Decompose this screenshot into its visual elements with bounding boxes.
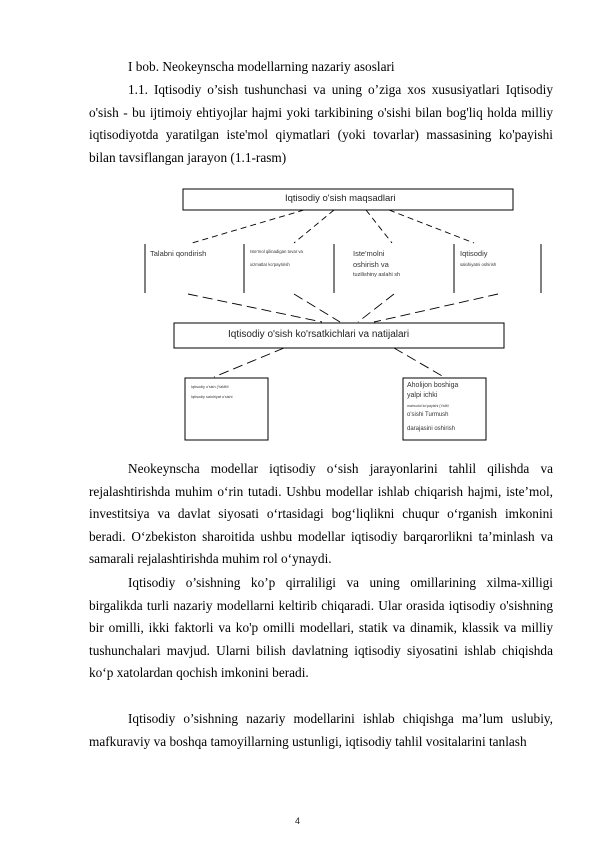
goal-potential-line2: salohiyatni oshirish — [460, 262, 497, 267]
chapter-title: I bob. Neokeynscha modellarning nazariy asoslari — [128, 59, 395, 74]
left-result-line2: Iqtisodiy salohiyat o'sishi — [191, 395, 233, 399]
right-result-line4: o'sishi Turmush — [407, 412, 449, 418]
right-result-line2: yalpi ichki — [407, 392, 438, 399]
top-box-label: Iqtisodiy o'sish maqsadlari — [285, 193, 396, 204]
goal-goods-line1: Iste'mol qilinadigan tovar va — [250, 249, 303, 254]
goal-potential-line1: Iqtisodiy — [460, 249, 488, 258]
paragraph-models: Iqtisodiy o’sishning ko’p qirraliligi va uning omillarining xilma-xilligi birgalikda turli nazariy modellarni keltirib chiqaradi. Ular orasida iqtisodiy o'sishning bir omilli, ikki faktorli va ko'p omilli modellari, statik va dinamik, klassik va milliy tushunchalari mavjud. Ularni bilish davlatning iqtisodiy siyosatini ishlab chiqishda ko‘p xatolardan qochish imkonini beradi. — [89, 575, 553, 681]
goal-goods-line2: xizmatlar ko'paytirish — [250, 262, 290, 267]
goal-consumption-line2: oshirish va — [353, 260, 389, 269]
goal-demand-label: Talabni qondirish — [150, 249, 207, 258]
right-result-line3: mahsulot ko'payishi (YaIM — [407, 404, 449, 408]
paragraph-neokeynesian: Neokeynscha modellar iqtisodiy o‘sish jarayonlarini tahlil qilishda va rejalashtirishda muhim o‘rin tutadi. Ushbu modellar ishlab chiqarish hajmi, iste’mol, investitsiya va davlat siyosati o‘rtasidagi bog‘liqlikni chuqur o‘rganish imkonini beradi. O‘zbekiston sharoitida ushbu modellar iqtisodiy barqarorlikni ta’minlash va samarali rejalashtirishda muhim rol o‘ynaydi. — [89, 461, 553, 567]
right-result-line1: Aholijon boshiga — [407, 382, 459, 389]
paragraph-theory: Iqtisodiy o’sishning nazariy modellarini ishlab chiqishga ma’lum uslubiy, mafkuraviy va boshqa tamoyillarning ustunligi, iqtisodiy tahlil vositalarini tanlash — [89, 711, 553, 749]
paragraph-definition: 1.1. Iqtisodiy o’sish tushunchasi va uning o’ziga xos xususiyatlari Iqtisodiy o'sish - bu ijtimoiy ehtiyojlar hajmi yoki tarkibining o'sishi bilan bog'liq holda milliy iqtisodiyotda yaratilgan iste'mol qiymatlari (yoki tovarlar) massasining ko'payishi bilan tavsiflangan jarayon (1.1-rasm) — [89, 82, 553, 165]
middle-box-label: Iqtisodiy o'sish ko'rsatkichlari va natijalari — [228, 329, 410, 340]
right-result-line5: darajasini oshirish — [407, 426, 456, 432]
left-result-line1: Iqtisodiy o'sish (YaMM — [191, 385, 229, 389]
diagram-lines — [144, 186, 544, 444]
page-number: 4 — [294, 816, 300, 826]
goal-consumption-line3: tuzilishiny aslahi sh — [353, 272, 401, 278]
goal-consumption-line1: Iste'molni — [353, 249, 385, 258]
growth-goals-diagram — [144, 186, 544, 444]
